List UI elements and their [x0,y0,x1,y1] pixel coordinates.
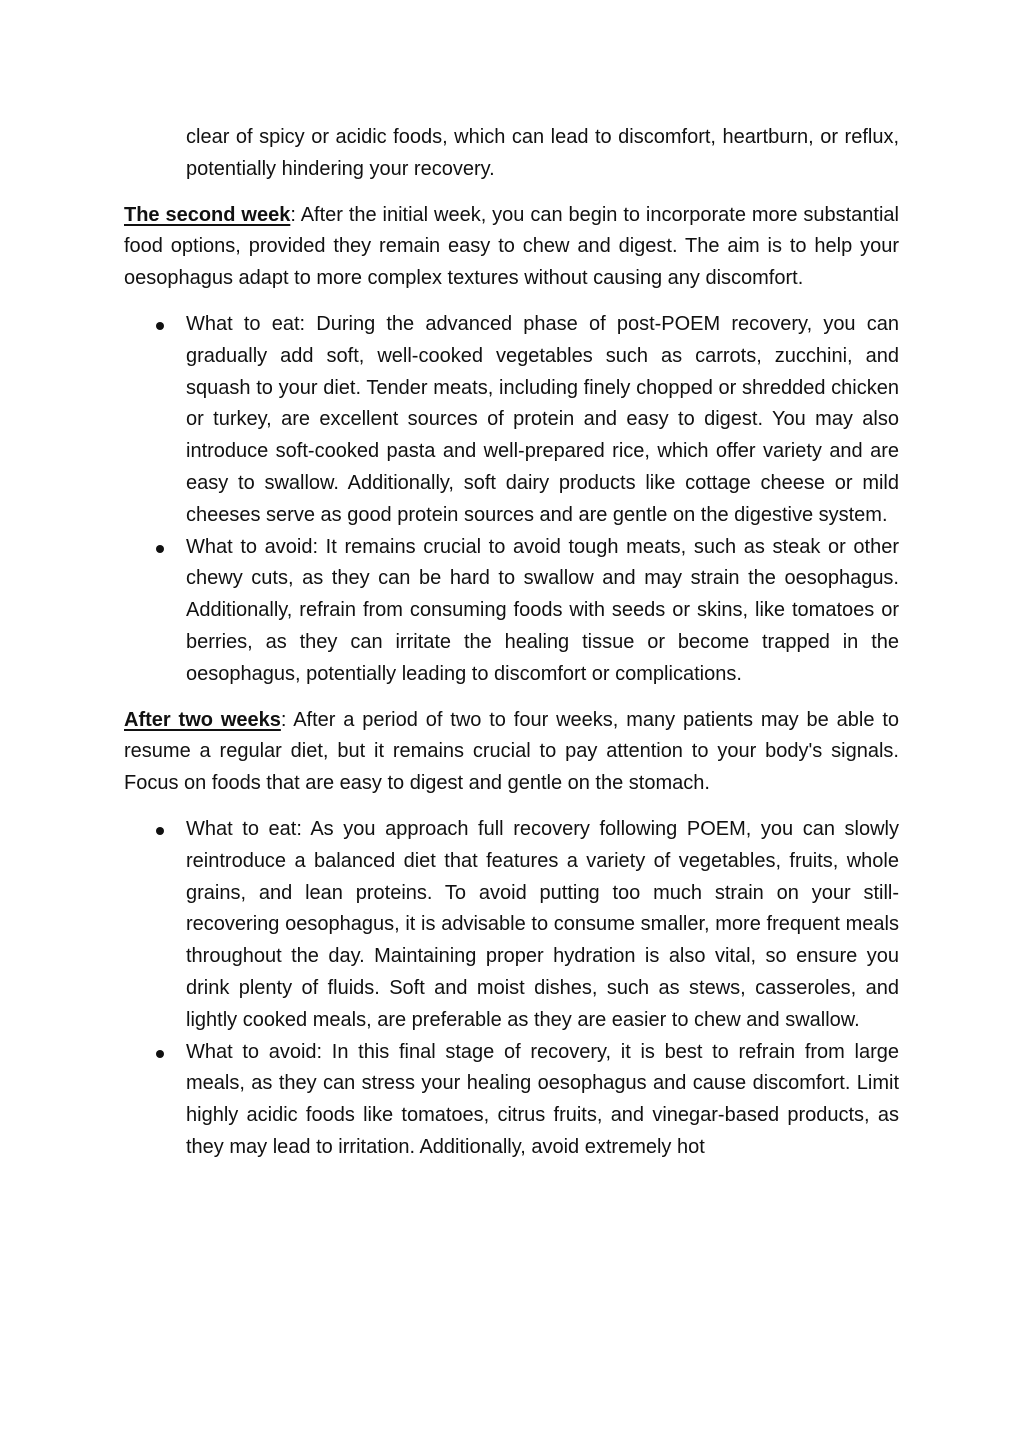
list-item [124,814,899,1037]
bullet-icon [156,827,164,835]
document-page [124,122,899,1178]
second-week-paragraph [124,200,899,295]
bullet-icon [156,545,164,553]
bullet-icon [156,322,164,330]
list-item [124,1037,899,1164]
list-item [124,309,899,532]
list-item [124,532,899,691]
after-two-weeks-intro: : After a period of two to four weeks, many patients may be able to resume a regular diet, but it remains crucial to pay attention to your body's signals. Focus on foods that are easy to digest and gentle on the stomach. [124,708,899,795]
after-two-weeks-paragraph [124,705,899,800]
list-item-text: What to eat: As you approach full recovery following POEM, you can slowly reintroduce a balanced diet that features a variety of vegetables, fruits, whole grains, and lean proteins. To avoid putting too much strain on your still-recovering oesophagus, it is advisable to consume smaller, more frequent meals throughout the day. Maintaining proper hydration is also vital, so ensure you drink plenty of fluids. Soft and moist dishes, such as stews, casseroles, and lightly cooked meals, are preferable as they are easier to chew and swallow. [186,817,899,1031]
second-week-heading: The second week [124,203,291,226]
after-two-weeks-heading: After two weeks [124,708,281,731]
second-week-intro: : After the initial week, you can begin to incorporate more substantial food options, provided they remain easy to chew and digest. The aim is to help your oesophagus adapt to more complex textures without causing any discomfort. [124,203,899,290]
continuation-paragraph: clear of spicy or acidic foods, which can lead to discomfort, heartburn, or reflux, potentially hindering your recovery. [186,126,899,180]
after-two-weeks-bullet-list [124,814,899,1164]
bullet-icon [156,1050,164,1058]
second-week-bullet-list [124,309,899,691]
list-item-text: What to avoid: In this final stage of recovery, it is best to refrain from large meals, as they can stress your healing oesophagus and cause discomfort. Limit highly acidic foods like tomatoes, citrus fruits, and vinegar-based products, as they may lead to irritation. Additionally, avoid extremely hot [186,1040,899,1158]
list-item-text: What to avoid: It remains crucial to avoid tough meats, such as steak or other chewy cuts, as they can be hard to swallow and may strain the oesophagus. Additionally, refrain from consuming foods with seeds or skins, like tomatoes or berries, as they can irritate the healing tissue or become trapped in the oesophagus, potentially leading to discomfort or complications. [186,535,899,685]
list-item-text: What to eat: During the advanced phase of post-POEM recovery, you can gradually add soft, well-cooked vegetables such as carrots, zucchini, and squash to your diet. Tender meats, including finely chopped or shredded chicken or turkey, are excellent sources of protein and easy to digest. You may also introduce soft-cooked pasta and well-prepared rice, which offer variety and are easy to swallow. Additionally, soft dairy products like cottage cheese or mild cheeses serve as good protein sources and are gentle on the digestive system. [186,312,899,526]
